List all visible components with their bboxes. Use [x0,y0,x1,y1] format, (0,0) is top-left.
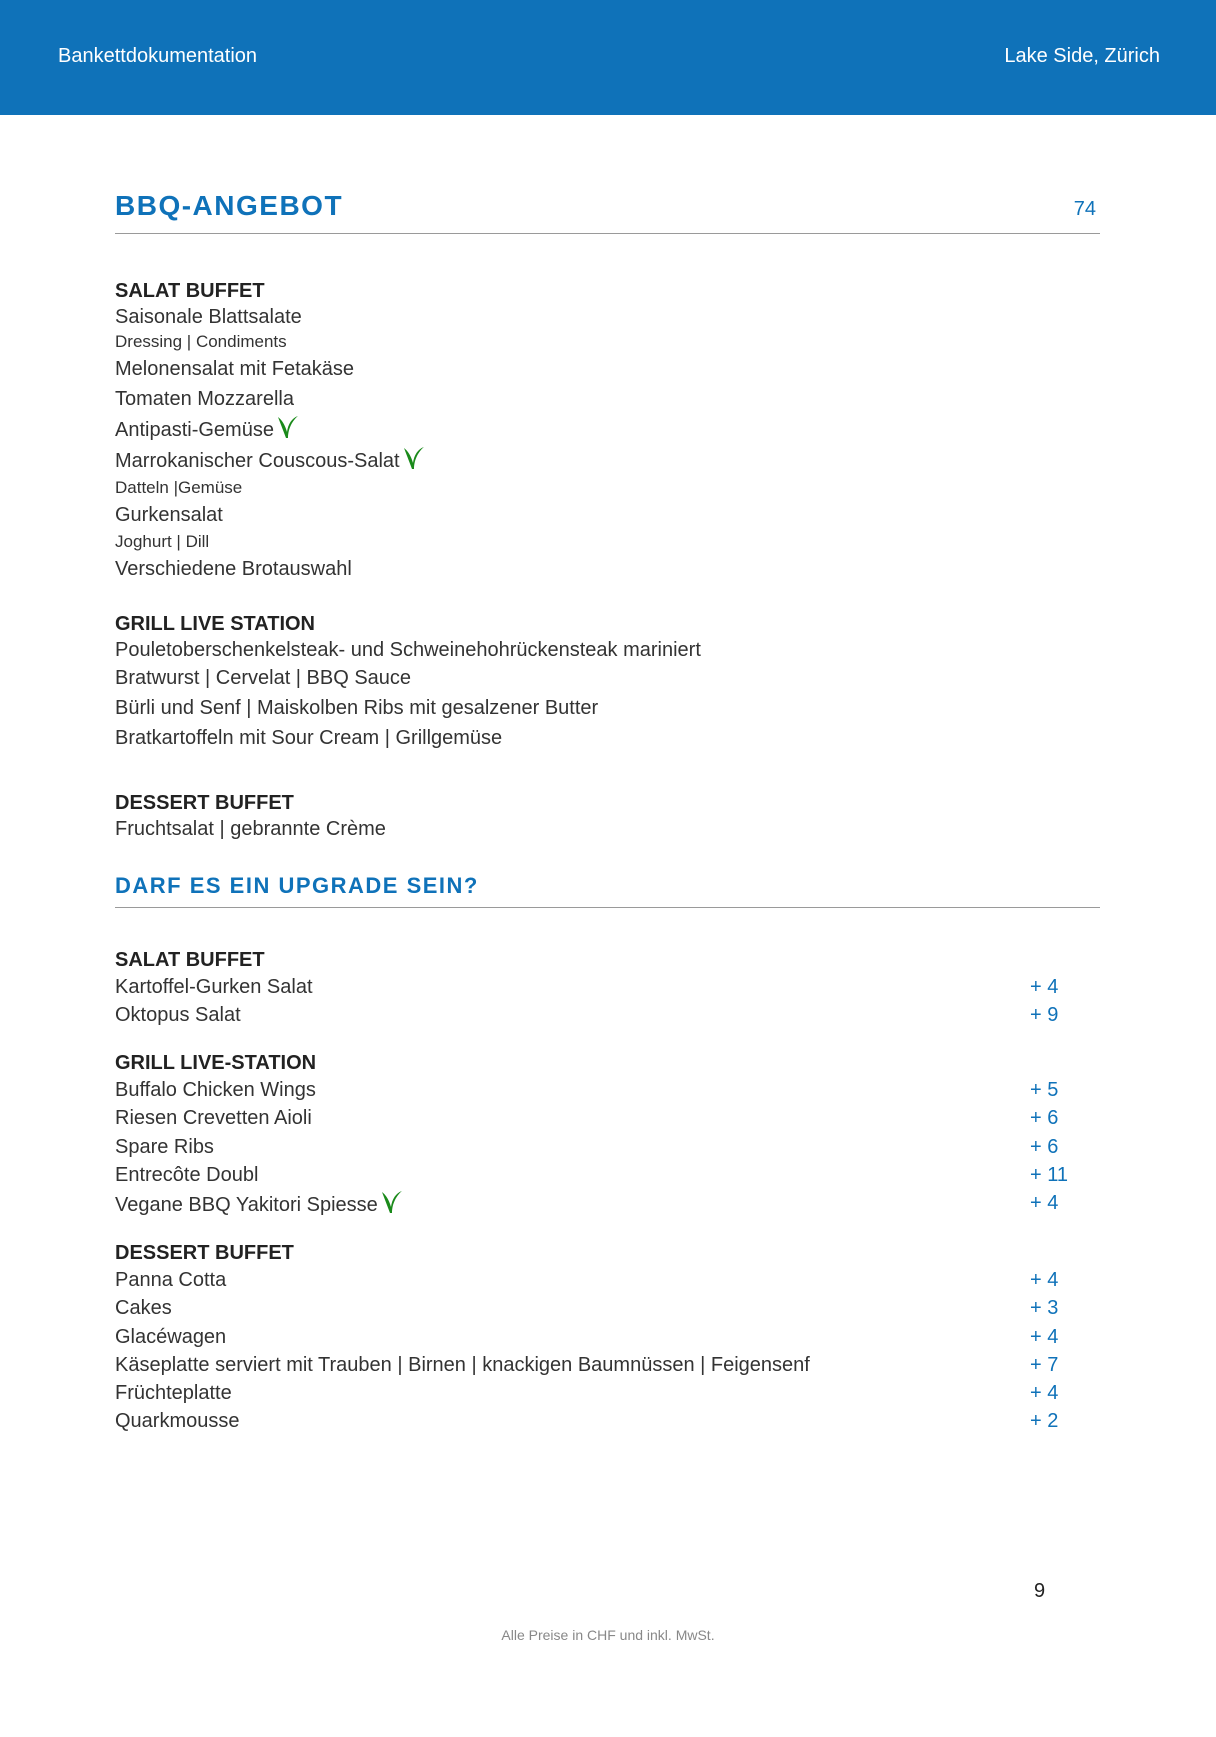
upgrade-item [115,1104,1100,1132]
upgrade-item-name: Kartoffel-Gurken Salat [115,976,313,998]
section-title-row [115,190,1100,234]
upgrade-item-price: + 4 [1030,1192,1059,1215]
upgrade-item [115,1133,1100,1161]
upgrade-item-name: Spare Ribs [115,1135,214,1158]
menu-item: Verschiedene Brotauswahl [115,558,352,580]
section-heading: SALAT BUFFET [115,949,265,971]
section-heading: GRILL LIVE STATION [115,613,315,635]
page-title: BBQ-ANGEBOT [115,190,344,221]
vegan-leaf-icon [401,445,425,471]
menu-item: Melonensalat mit Fetakäse [115,358,355,380]
upgrade-item [115,1161,1100,1189]
upgrade-item-name: Riesen Crevetten Aioli [115,1107,312,1130]
menu-item-label: Antipasti-Gemüse [115,419,274,441]
menu-item-detail: Dressing | Condiments [115,332,287,351]
upgrade-salat-section [115,947,1100,1030]
upgrade-dessert-section [115,1240,1100,1436]
header-bar [0,0,1216,115]
upgrade-item-name: Buffalo Chicken Wings [115,1079,316,1101]
upgrade-item-name: Käseplatte serviert mit Trauben | Birnen | knackigen Baumnüssen | Feigensenf [115,1353,810,1376]
upgrade-item [115,1294,1100,1322]
upgrade-item-price: + 4 [1030,1382,1059,1405]
title-number: 74 [1073,198,1096,220]
upgrade-item-price: + 4 [1030,976,1059,998]
upgrade-item-price: + 4 [1030,1269,1059,1291]
vegan-leaf-icon [275,414,299,440]
menu-item: Saisonale Blattsalate [115,306,302,328]
menu-item: Bratwurst | Cervelat | BBQ Sauce [115,667,412,689]
upgrade-item-price: + 4 [1030,1325,1059,1348]
upgrade-item-price: + 3 [1030,1297,1059,1320]
menu-item: Fruchtsalat | gebrannte Crème [115,818,386,840]
menu-item: Bratkartoffeln mit Sour Cream | Grillgemüse [115,727,503,749]
header-location: Lake Side, Zürich [1004,45,1160,67]
menu-item: Pouletoberschenkelsteak- und Schweinehohrückensteak mariniert [115,639,701,661]
menu-item: Bürli und Senf | Maiskolben Ribs mit gesalzener Butter [115,697,599,719]
upgrade-item-price: + 6 [1030,1135,1059,1158]
upgrade-item [115,1266,1100,1294]
upgrade-item [115,1001,1100,1029]
section-heading: SALAT BUFFET [115,280,265,302]
upgrade-item [115,1379,1100,1407]
upgrade-grill-section [115,1050,1100,1219]
dessert-buffet-section [115,790,1100,842]
upgrade-item-name: Entrecôte Doubl [115,1163,259,1186]
upgrade-title-row [115,873,1100,908]
upgrade-item [115,973,1100,1001]
upgrade-item-price: + 2 [1030,1410,1059,1433]
menu-item-label: Marrokanischer Couscous-Salat [115,450,400,472]
footer-note: Alle Preise in CHF und inkl. MwSt. [501,1627,715,1643]
salat-buffet-section [115,278,1100,584]
grill-station-section [115,611,1100,753]
vegan-leaf-icon [379,1189,403,1215]
upgrade-item [115,1189,1100,1219]
header-document-title: Bankettdokumentation [58,45,258,67]
upgrade-item-price: + 11 [1030,1163,1068,1186]
menu-item-detail: Datteln |Gemüse [115,478,243,497]
upgrade-item [115,1351,1100,1379]
upgrade-item-name: Vegane BBQ Yakitori Spiesse [115,1194,378,1217]
upgrade-item-name: Panna Cotta [115,1269,227,1291]
section-heading: DESSERT BUFFET [115,792,294,814]
menu-item: Tomaten Mozzarella [115,388,294,410]
menu-item [115,414,1100,445]
menu-item [115,445,1100,476]
upgrade-item-price: + 6 [1030,1107,1059,1130]
upgrade-item-price: + 9 [1030,1004,1059,1027]
upgrade-item-name: Quarkmousse [115,1410,240,1433]
upgrade-item-name: Oktopus Salat [115,1004,241,1027]
upgrade-item [115,1076,1100,1104]
upgrade-item-name: Früchteplatte [115,1382,232,1405]
section-heading: DESSERT BUFFET [115,1242,294,1264]
upgrade-item [115,1407,1100,1435]
page-number: 9 [1034,1580,1046,1602]
section-heading: GRILL LIVE-STATION [115,1052,317,1074]
upgrade-item-name: Cakes [115,1297,172,1320]
upgrade-item [115,1323,1100,1351]
upgrade-item-name: Glacéwagen [115,1325,227,1348]
menu-item: Gurkensalat [115,504,223,526]
menu-item-detail: Joghurt | Dill [115,532,210,551]
upgrade-item-price: + 7 [1030,1353,1059,1376]
upgrade-item-price: + 5 [1030,1079,1059,1101]
upgrade-title: DARF ES EIN UPGRADE SEIN? [115,873,479,898]
